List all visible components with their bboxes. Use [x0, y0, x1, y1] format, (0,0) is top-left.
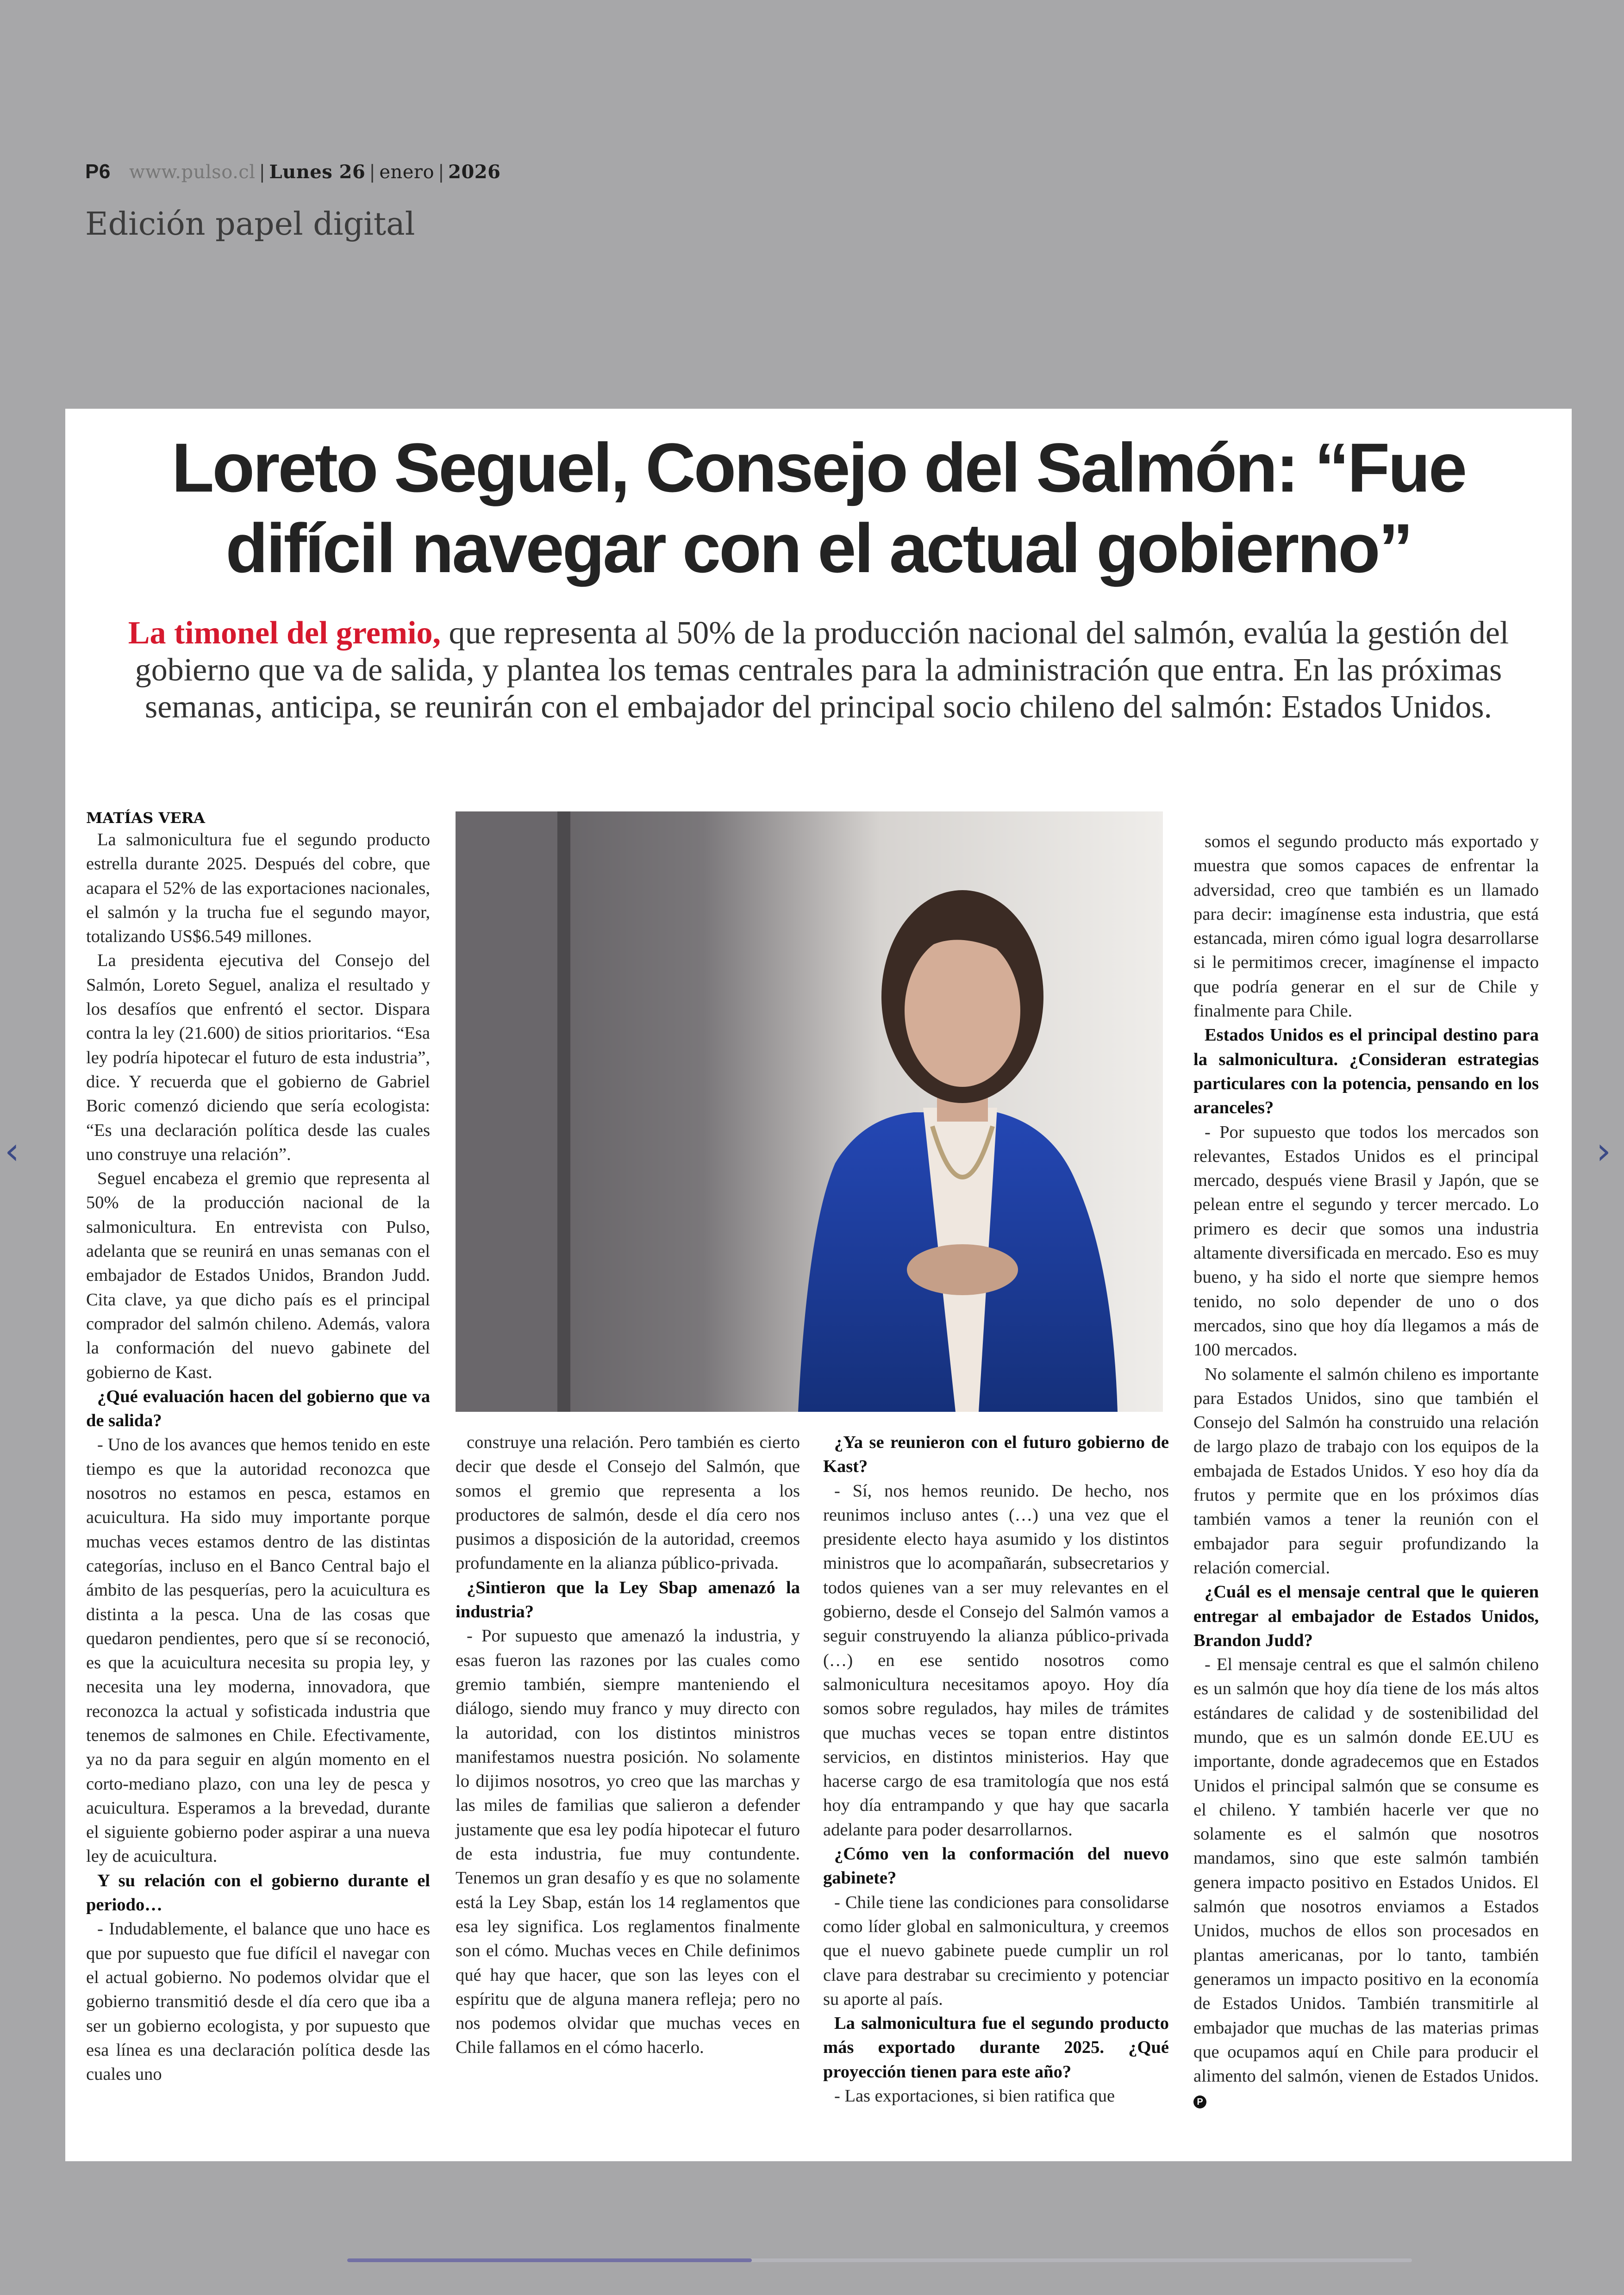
body-paragraph: - Indudablemente, el balance que uno hace es que por supuesto que fue difícil el navegar con el actual gobierno. No podemos olvidar que el gobierno transmitió desde el día cero que iba a ser un gobierno ecologista, y por supuesto que esa línea es una declaración política desde las cuales uno	[86, 1919, 430, 2084]
text-column-1	[86, 828, 430, 2086]
interview-question: Estados Unidos es el principal destino para la salmonicultura. ¿Consideran estrategias particulares con la potencia, pensando en los aranceles?	[1193, 1025, 1539, 1118]
interview-question: ¿Cuál es el mensaje central que le quieren entregar al embajador de Estados Unidos, Brandon Judd?	[1193, 1582, 1539, 1650]
edition-label: Edición papel digital	[85, 206, 415, 243]
body-paragraph: - El mensaje central es que el salmón chileno es un salmón que hoy día tiene de los más altos estándares de calidad y de sostenibilidad del mundo, que es un salmón donde EE.UU es importante, donde agradecemos que en Estados Unidos el principal salmón que se consume es el chileno. Y también hacerle ver que no solamente es el salmón que nosotros mandamos, sino que este salmón también genera impacto positivo en Estados Unidos. El salmón que nosotros enviamos a Estados Unidos, muchos de ellos son procesados en plantas americanas, por lo tanto, también generamos un impacto positivo en la economía de Estados Unidos. También transmitirle al embajador que muchas de las materias primas que ocupamos aquí en Chile para producir el alimento del salmón, vienen de Estados Unidos. P	[1193, 1653, 1539, 2113]
page-header: P6 www.pulso.cl | Lunes 26 | enero | 2026	[85, 160, 501, 183]
portrait-illustration	[456, 811, 1163, 1412]
body-paragraph: La salmonicultura fue el segundo producto estrella durante 2025. Después del cobre, que acapara el 52% de las exportaciones nacionales, el salmón y la trucha fue el segundo mayor, totalizando US$6.549 millones.	[86, 830, 430, 947]
interview-question: ¿Qué evaluación hacen del gobierno que va de salida?	[86, 1386, 430, 1431]
body-paragraph: - Sí, nos hemos reunido. De hecho, nos reunimos incluso antes (…) una vez que el presidente electo haya asumido y los distintos ministros que lo acompañarán, subsecretarios y todos quienes van a ser muy relevantes en el gobierno, desde el Consejo del Salmón vamos a seguir construyendo la alianza público-privada (…) en ese sentido nosotros como salmonicultura necesitamos apoyo. Hoy día somos sobre regulados, hay miles de trámites que muchas veces se topan entre distintos servicios, en distintos ministerios. Hay que hacerse cargo de esa tramitología que nos está hoy día entrampando y que hay que sacarla adelante para poder desarrollarnos.	[823, 1481, 1169, 1840]
deck-lead: La timonel del gremio,	[128, 615, 441, 651]
next-page-icon[interactable]: ›	[1596, 1129, 1611, 1172]
interview-question: La salmonicultura fue el segundo producto más exportado durante 2025. ¿Qué proyección tienen para este año?	[823, 2014, 1169, 2082]
body-paragraph: No solamente el salmón chileno es importante para Estados Unidos, sino que también el Consejo del Salmón ha construido una relación de largo plazo de trabajo con los equipos de la embajada de Estados Unidos. Y eso hoy día da frutos y permite que en los próximos días también vamos a tener la reunión con el embajador para seguir profundizando la relación comercial.	[1193, 1364, 1539, 1578]
body-paragraph: - Por supuesto que amenazó la industria, y esas fueron las razones por las cuales como gremio también, siempre manteniendo el diálogo, siendo muy franco y muy directo con la autoridad, con los distintos ministros manifestamos nuestra posición. No solamente lo dijimos nosotros, yo creo que las marchas y las miles de familias que salieron a defender justamente que esa ley podía hipotecar el futuro de esta industria, fue muy contundente. Tenemos un gran desafío y es que no solamente está la Ley Sbap, están los 14 reglamentos que esa ley significa. Los reglamentos finalmente son el cómo. Muchas veces en Chile definimos qué hay que hacer, que son las leyes con el espíritu que de alguna manera refleja; pero no nos podemos olvidar que muchas veces en Chile fallamos en el cómo hacerlo.	[456, 1626, 800, 2058]
text-column-3	[823, 1430, 1169, 2108]
interview-question: ¿Sintieron que la Ley Sbap amenazó la industria?	[456, 1578, 800, 1622]
article-headline: Loreto Seguel, Consejo del Salmón: “Fue difícil navegar con el actual gobierno”	[171, 429, 1466, 587]
body-paragraph: Seguel encabeza el gremio que representa al 50% de la producción nacional de la salmonicultura. En entrevista con Pulso, adelanta que se reunirá en unas semanas con el embajador de Estados Unidos, Brandon Judd. Cita clave, ya que dicho país es el principal comprador del salmón chileno. Además, valora la conformación del nuevo gabinete del gobierno de Kast.	[86, 1169, 430, 1382]
end-mark-icon: P	[1193, 2095, 1206, 2108]
newspaper-page	[65, 409, 1572, 2161]
page-progress-bar[interactable]	[347, 2258, 1412, 2262]
page-number: P6	[85, 160, 111, 183]
deck-text: que representa al 50% de la producción nacional del salmón, evalúa la gestión del gobierno que va de salida, y plantea los temas centrales para la administración que entra. En las próximas semanas, anticipa, se reunirán con el embajador del principal socio chileno del salmón: Estados Unidos.	[135, 615, 1509, 725]
article-photo	[456, 811, 1163, 1412]
body-paragraph: - Las exportaciones, si bien ratifica que	[834, 2086, 1115, 2106]
body-paragraph: La presidenta ejecutiva del Consejo del Salmón, Loreto Seguel, analiza el resultado y los desafíos que enfrentó el sector. Dispara contra la ley (21.600) de sitios prioritarios. “Esa ley podría hipotecar el futuro de esta industria”, dice. Y recuerda que el gobierno de Gabriel Boric comenzó diciendo que sería ecologista: “Es una declaración política desde las cuales uno construye una relación”.	[86, 951, 430, 1164]
body-paragraph: - Uno de los avances que hemos tenido en este tiempo es que la autoridad reconozca que nosotros no estamos en pesca, estamos en acuicultura. Ha sido muy importante porque muchas veces estamos dentro de las distintas categorías, incluso en el Banco Central bajo el ámbito de las pesquerías, pero la acuicultura es distinta a la pesca. Una de las cosas que quedaron pendientes, pero que sí se reconoció, es que la acuicultura necesita su propia ley, y necesita una ley moderna, innovadora, que reconozca la actual y sofisticada industria que tenemos de salmones en Chile. Efectivamente, ya no da para seguir en algún momento en el corto-mediano plazo, con una ley de pesca y acuicultura. Esperamos a la brevedad, durante el siguiente gobierno poder aspirar a una nueva ley de acuicultura.	[86, 1435, 430, 1866]
site-url[interactable]: www.pulso.cl	[129, 162, 256, 183]
date-day: Lunes 26	[269, 161, 366, 183]
body-paragraph: - Por supuesto que todos los mercados son relevantes, Estados Unidos es el principal mercado, después viene Brasil y Japón, que se pelean entre el segundo y tercer mercado. Lo primero es decir que somos una industria altamente diversificada en mercado. Eso es muy bueno, y ha sido el norte que siempre hemos tenido, no solo depender de uno o dos mercados, sino que hoy día llegamos a más de 100 mercados.	[1193, 1122, 1539, 1360]
previous-page-icon[interactable]: ‹	[5, 1129, 19, 1172]
date-month: enero	[379, 162, 435, 183]
date-year: 2026	[448, 161, 501, 183]
article-deck	[107, 615, 1530, 726]
interview-question: ¿Cómo ven la conformación del nuevo gabinete?	[823, 1844, 1169, 1888]
page-progress-fill	[347, 2258, 752, 2262]
body-paragraph: construye una relación. Pero también es cierto decir que desde el Consejo del Salmón, que somos el gremio que representa a los productores de salmón, desde el día cero nos pusimos a disposición de la autoridad, creemos profundamente en la alianza público-privada.	[456, 1433, 800, 1573]
text-column-2	[456, 1430, 800, 2060]
body-paragraph: - Chile tiene las condiciones para consolidarse como líder global en salmonicultura, y creemos que el nuevo gabinete puede cumplir un rol clave para destrabar su crecimiento y potenciar su aporte al país.	[823, 1892, 1169, 2009]
text-column-4	[1193, 829, 1539, 2113]
interview-question: ¿Ya se reunieron con el futuro gobierno de Kast?	[823, 1433, 1169, 1477]
byline: MATÍAS VERA	[86, 809, 205, 827]
interview-question: Y su relación con el gobierno durante el periodo…	[86, 1871, 430, 1915]
body-paragraph: somos el segundo producto más exportado y muestra que somos capaces de enfrentar la adversidad, creo que también es un llamado para decir: imagínense esta industria, que está estancada, miren cómo igual logra desarrollarse si le permitimos crecer, imagínense el impacto que podría generar en el sur de Chile y finalmente para Chile.	[1193, 832, 1539, 1021]
